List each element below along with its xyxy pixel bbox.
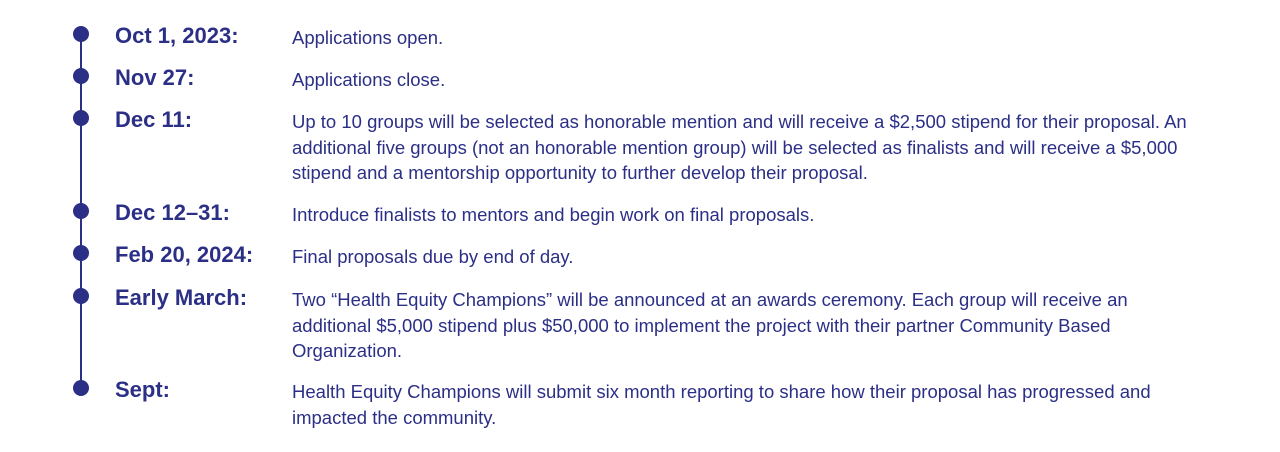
timeline-description: Applications open. bbox=[292, 27, 444, 48]
timeline-dot bbox=[73, 288, 89, 304]
timeline-dot bbox=[73, 245, 89, 261]
timeline-date: Dec 12–31: bbox=[115, 200, 230, 225]
timeline-dot bbox=[73, 68, 89, 84]
timeline-description: Introduce finalists to mentors and begin work on final proposals. bbox=[292, 204, 815, 225]
timeline-description: Health Equity Champions will submit six month reporting to share how their proposal has progressed and impacted the community. bbox=[292, 381, 1151, 428]
timeline-description: Two “Health Equity Champions” will be announced at an awards ceremony. Each group will receive an additional $5,000 stipend plus $50,000 to implement the project with their partner Community Based Organization. bbox=[292, 289, 1128, 361]
timeline-dot bbox=[73, 380, 89, 396]
timeline-date: Nov 27: bbox=[115, 65, 195, 90]
timeline-date: Early March: bbox=[115, 285, 248, 310]
timeline-date: Sept: bbox=[115, 377, 170, 402]
timeline-date: Oct 1, 2023: bbox=[115, 23, 239, 48]
timeline-description: Up to 10 groups will be selected as honorable mention and will receive a $2,500 stipend for their proposal. An additional five groups (not an honorable mention group) will be selected as finalists and will receive a $5,000 stipend and a mentorship opportunity to further develop their proposal. bbox=[292, 111, 1187, 183]
timeline-description: Final proposals due by end of day. bbox=[292, 246, 574, 267]
timeline-date: Feb 20, 2024: bbox=[115, 242, 254, 267]
timeline-dot bbox=[73, 203, 89, 219]
timeline-date: Dec 11: bbox=[115, 107, 193, 132]
timeline-dot bbox=[73, 26, 89, 42]
timeline-dot bbox=[73, 110, 89, 126]
timeline-description: Applications close. bbox=[292, 69, 446, 90]
